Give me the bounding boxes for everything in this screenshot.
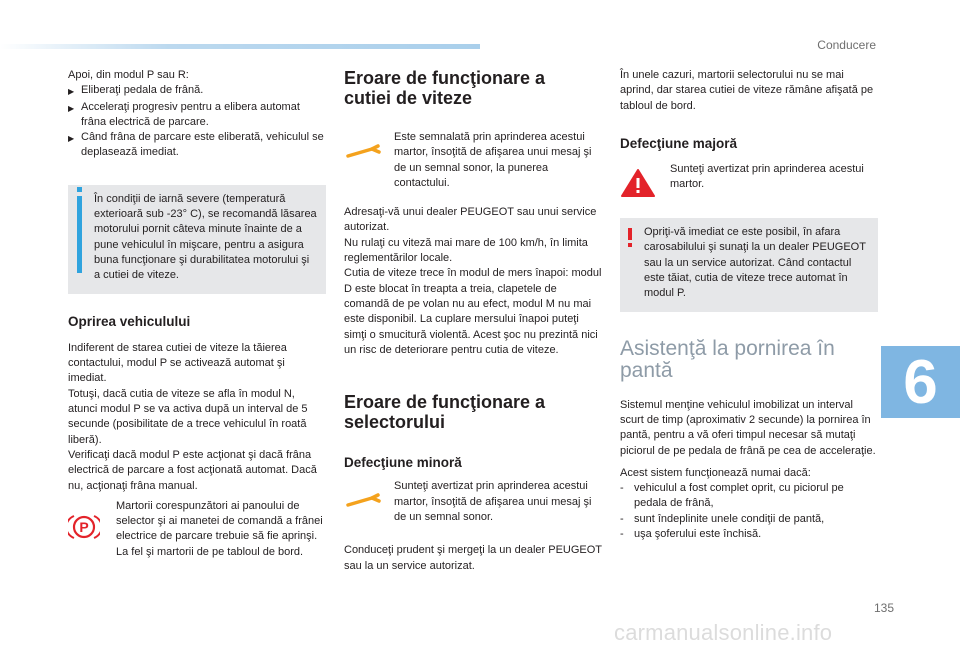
wrench-icon	[344, 130, 394, 163]
parking-brake-warning-icon	[68, 499, 116, 541]
section-title: Oprirea vehiculului	[68, 313, 191, 329]
header-accent-bar	[0, 44, 480, 49]
page-number: 135	[873, 601, 894, 615]
selector-major-fault-note: Sunteţi avertizat prin aprinderea acestui martor.	[620, 162, 878, 198]
info-icon	[77, 187, 82, 192]
chapter-number-tab: 6	[881, 346, 960, 418]
column-1: Apoi, din modul P sau R: ▶ Eliberaţi pedala de frână. ▶ Acceleraţi progresiv pentru a elibera automat frâna electrică de parcare. ▶ Când frâna de parcare este eliberată, vehiculul se deplasează imediat. În condiţii de iarnă severe (temperatură exterioară sub -23° C), se recomandă lăsarea motorului pornit câteva minute înainte de a pune vehiculul în mişcare, pentru a asigura buna funcţionare şi durabilitatea motorului şi a cutiei de viteze. Oprirea vehiculului Indiferent de starea cutiei de viteze la tăierea contactului, modul P se activează automat şi imediat. Totuşi, dacă cutia de viteze se afla în modul N, atunci modul P se va activa după un interval de 5 secunde (posibilitate de a trece vehiculul în roată liberă). Verificaţi dacă modul P este acţionat şi dacă frâna electrică de parcare a fost acţionată automat. Dacă nu, acţionaţi frâna manual. P Martorii corespunzători ai panoului de selector şi ai manetei de comandă a frânei electrice de parcare trebuie să fie aprinşi. La fel şi martorii de pe tabloul de bord.	[68, 68, 326, 560]
triangle-bullet-icon: ▶	[68, 103, 75, 113]
chapter-title: Conducere	[817, 38, 876, 52]
triangle-bullet-icon: ▶	[68, 87, 75, 97]
list-item: ▶ Când frâna de parcare este eliberată, vehiculul se deplasează imediat.	[68, 130, 326, 161]
section-title: Eroare de funcţionare a selectorului	[344, 392, 546, 433]
section-title: Eroare de funcţionare a cutiei de viteze	[344, 68, 546, 108]
intro-text: Apoi, din modul P sau R:	[68, 69, 189, 81]
section-title: Asistenţă la pornirea în pantă	[620, 336, 835, 382]
wrench-icon	[344, 479, 394, 512]
list-item: ▶ Eliberaţi pedala de frână.	[68, 83, 326, 99]
triangle-bullet-icon: ▶	[68, 134, 75, 144]
lamp-note: P Martorii corespunzători ai panoului de selector şi ai manetei de comandă a frânei electrice de parcare trebuie să fie aprinşi. La fel şi martorii de pe tabloul de bord.	[68, 499, 326, 560]
column-2: Eroare de funcţionare a cutiei de viteze Este semnalată prin aprinderea acestui martor, însoţită de afişarea unui mesaj şi de un semnal sonor, la punerea contactului. Adresaţi-vă unui dealer PEUGEOT sau unui service autorizat. Nu rulaţi cu viteză mai mare de 100 km/h, în limita reglementărilor locale. Cutia de viteze trece în modul de mers înapoi: modul D este blocat în treapta a treia, clapetele de comandă de pe volan nu au efect, modul M nu mai este disponibil. La cuplare mersului înapoi puteţi simţi o smucitură violentă. Acest şoc nu prezintă nici un risc de deteriorare pentru cutia de viteze. Eroare de funcţionare a selectorului Defecţiune minoră Sunteţi avertizat prin aprinderea acestui martor, însoţită de afişarea unui mesaj şi de un semnal sonor. Conduceţi prudent şi mergeţi la un dealer PEUGEOT sau la un service autorizat.	[344, 68, 602, 572]
list-item: - sunt îndeplinite unele condiţii de pantă,	[620, 512, 825, 525]
selector-minor-fault-note: Sunteţi avertizat prin aprinderea acestui martor, însoţită de afişarea unui mesaj şi de un semnal sonor.	[344, 479, 602, 525]
list-item: ▶ Acceleraţi progresiv pentru a elibera automat frâna electrică de parcare.	[68, 100, 326, 131]
subsection-title: Defecţiune minoră	[344, 455, 462, 471]
list-item: - uşa şoferului este închisă.	[620, 528, 762, 541]
column-3: În unele cazuri, martorii selectorului nu se mai aprind, dar starea cutiei de viteze rămâne afişată pe tabloul de bord. Defecţiune majoră Sunteţi avertizat prin aprinderea acestui martor. Opriţi-vă imediat ce este posibil, în afara carosabilului şi sunaţi la un dealer PEUGEOT sau la un service autorizat. Când contactul este tăiat, cutia de viteze trece automat în modul P. Asistenţă la pornirea în pantă Sistemul menţine vehiculul imobilizat un interval scurt de timp (aproximativ 2 secunde) la pornirea în pantă, pentru a vă oferi timpul necesar să mutaţi piciorul de pe pedala de frână pe cea de acceleraţie. Acest sistem funcţionează numai dacă: - vehiculul a fost complet oprit, cu piciorul pe pedala de frână, - sunt îndeplinite unele condiţii de pantă, - uşa şoferului este închisă.	[620, 68, 878, 542]
exclamation-icon	[628, 228, 632, 240]
warning-box: Opriţi-vă imediat ce este posibil, în afara carosabilului şi sunaţi la un dealer PEUGEOT sau la un service autorizat. Când contactul este tăiat, cutia de viteze trece automat în modul P.	[620, 218, 878, 311]
watermark: carmanualsonline.info	[614, 620, 833, 645]
info-box: În condiţii de iarnă severe (temperatură exterioară sub -23° C), se recomandă lăsarea motorului pornit câteva minute înainte de a pune vehiculul în mişcare, pentru a asigura buna funcţionare şi durabilitatea motorului şi a cutiei de viteze.	[68, 185, 326, 294]
list-item: - vehiculul a fost complet oprit, cu piciorul pe pedala de frână,	[620, 482, 844, 510]
subsection-title: Defecţiune majoră	[620, 135, 738, 151]
gearbox-fault-note: Este semnalată prin aprinderea acestui martor, însoţită de afişarea unui mesaj şi de un semnal sonor, la punerea contactului.	[344, 130, 602, 191]
svg-text:P: P	[79, 518, 89, 535]
warning-triangle-icon	[620, 162, 670, 198]
